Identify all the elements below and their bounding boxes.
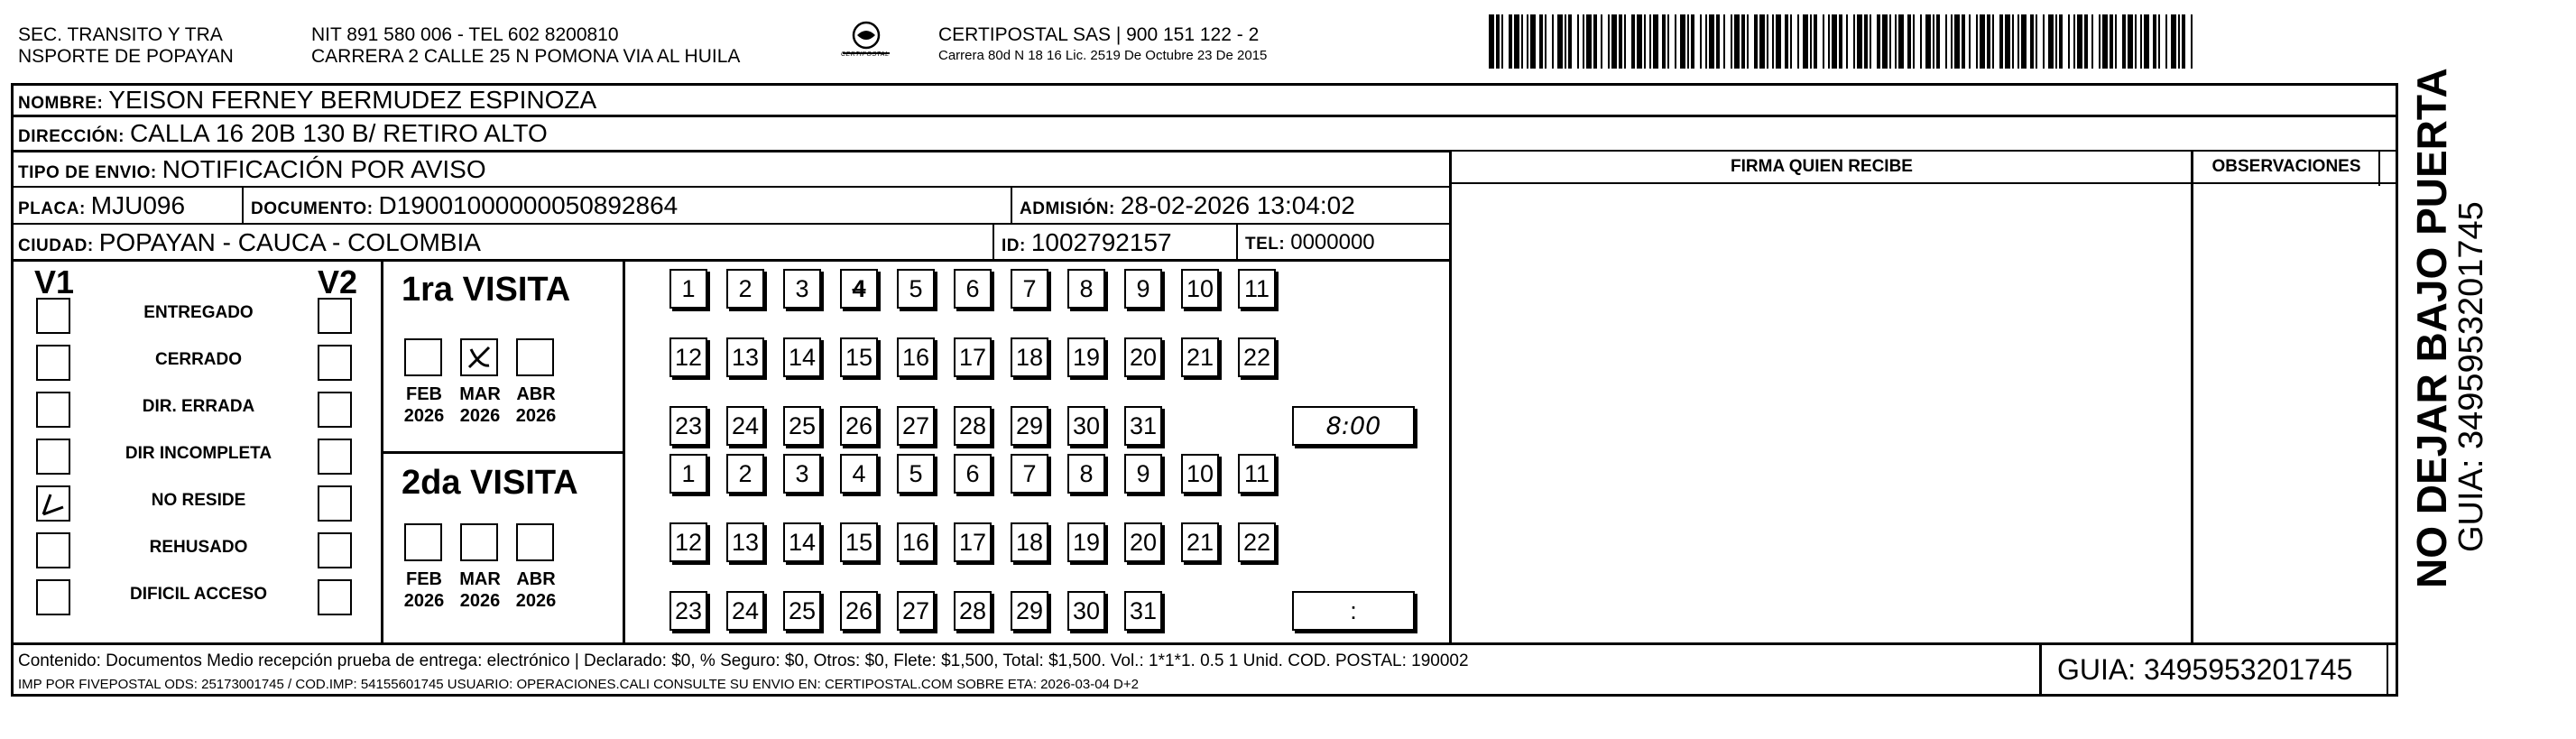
- day-box[interactable]: 18: [1011, 522, 1048, 562]
- status-label: DIR. ERRADA: [142, 397, 255, 416]
- day-number: 4: [852, 275, 866, 302]
- day-box[interactable]: 15: [840, 522, 878, 562]
- day-box[interactable]: 8: [1067, 454, 1105, 494]
- recipient-name: YEISON FERNEY BERMUDEZ ESPINOZA: [108, 86, 597, 114]
- recipient-name-field: [18, 85, 596, 119]
- day-box[interactable]: 30: [1067, 591, 1105, 631]
- day-box[interactable]: 9: [1124, 269, 1162, 309]
- day-box[interactable]: 1: [669, 269, 707, 309]
- month-checkbox[interactable]: [460, 523, 498, 561]
- day-box[interactable]: 20: [1124, 522, 1162, 562]
- plate-label: PLACA:: [18, 199, 86, 218]
- month-label: MAR 2026: [459, 569, 501, 611]
- recipient-address: CALLA 16 20B 130 B/ RETIRO ALTO: [129, 119, 548, 147]
- first-visit-time[interactable]: [1292, 406, 1415, 446]
- second-visit-time[interactable]: [1292, 591, 1415, 631]
- tel-field: [1245, 227, 1375, 260]
- v1-header: V1: [34, 263, 75, 300]
- month-label: MAR 2026: [459, 384, 501, 426]
- day-box[interactable]: 29: [1011, 591, 1048, 631]
- second-visit-time-value: :: [1350, 597, 1357, 624]
- day-box[interactable]: 15: [840, 337, 878, 377]
- day-box[interactable]: [840, 269, 878, 309]
- footer-contents: Contenido: Documentos Medio recepción prueba de entrega: electrónico | Declarado: $0, % Seguro: $0, Otros: $0, Flete: $1,500, Total: $1,500. Vol.: 1*1*1. 0.5 1 Unid. COD. POSTAL: 190002: [18, 651, 1469, 670]
- month-label: ABR 2026: [515, 384, 557, 426]
- day-box[interactable]: 12: [669, 337, 707, 377]
- day-box[interactable]: 24: [726, 406, 764, 446]
- day-box[interactable]: 19: [1067, 522, 1105, 562]
- footer-imp-line: IMP POR FIVEPOSTAL ODS: 25173001745 / COD.IMP: 54155601745 USUARIO: OPERACIONES.CALI CONSULTE SU ENVIO EN: CERTIPOSTAL.COM SOBRE ETA: 2026-03-04 D+2: [18, 677, 1139, 692]
- document-value: D19001000000050892864: [378, 191, 679, 219]
- day-box[interactable]: 9: [1124, 454, 1162, 494]
- day-box[interactable]: 8: [1067, 269, 1105, 309]
- day-box[interactable]: 16: [897, 337, 935, 377]
- v1-checkbox[interactable]: [36, 345, 70, 381]
- city-field: [18, 227, 481, 262]
- first-visit-title: 1ra VISITA: [402, 271, 571, 309]
- v2-checkbox[interactable]: [318, 485, 352, 522]
- day-box[interactable]: 6: [954, 269, 992, 309]
- side-guia: GUIA: 3495953201745: [2452, 201, 2490, 552]
- footer-guia: GUIA: 3495953201745: [2057, 653, 2353, 686]
- sender-nit-line: NIT 891 580 006 - TEL 602 8200810: [311, 24, 619, 45]
- month-checkbox[interactable]: [516, 338, 554, 376]
- document-field: [251, 190, 678, 225]
- signature-area[interactable]: [1454, 186, 2189, 641]
- id-value: 1002792157: [1030, 228, 1172, 256]
- month-label: FEB 2026: [403, 384, 445, 426]
- day-box[interactable]: 20: [1124, 337, 1162, 377]
- status-label: REHUSADO: [149, 538, 248, 557]
- v1-checkbox[interactable]: [36, 439, 70, 475]
- day-box[interactable]: 19: [1067, 337, 1105, 377]
- day-box[interactable]: 31: [1124, 591, 1162, 631]
- day-box[interactable]: 1: [669, 454, 707, 494]
- sender-address-line: CARRERA 2 CALLE 25 N POMONA VIA AL HUILA: [311, 46, 741, 67]
- day-box[interactable]: 12: [669, 522, 707, 562]
- day-box[interactable]: 25: [783, 406, 821, 446]
- observations-column-header: OBSERVACIONES: [2211, 157, 2361, 176]
- recipient-address-label: DIRECCIÓN:: [18, 127, 125, 146]
- day-box[interactable]: 5: [897, 269, 935, 309]
- document-label: DOCUMENTO:: [251, 199, 374, 218]
- v1-checkbox[interactable]: [36, 579, 70, 615]
- day-box[interactable]: 23: [669, 591, 707, 631]
- v1-checkbox[interactable]: [36, 298, 70, 334]
- day-box[interactable]: 10: [1181, 269, 1219, 309]
- day-box[interactable]: 13: [726, 337, 764, 377]
- side-warning: NO DEJAR BAJO PUERTA: [2408, 68, 2455, 588]
- day-box[interactable]: 11: [1238, 454, 1276, 494]
- day-box[interactable]: 2: [726, 269, 764, 309]
- id-field: [1002, 227, 1172, 262]
- courier-license-line: Carrera 80d N 18 16 Lic. 2519 De Octubre 23 De 2015: [938, 48, 1268, 63]
- day-box[interactable]: 29: [1011, 406, 1048, 446]
- plate-value: MJU096: [90, 191, 186, 219]
- status-label: DIFICIL ACCESO: [129, 585, 267, 604]
- day-box[interactable]: 14: [783, 522, 821, 562]
- v2-header: V2: [318, 263, 358, 300]
- day-box[interactable]: 24: [726, 591, 764, 631]
- v2-checkbox[interactable]: [318, 392, 352, 428]
- day-box[interactable]: 2: [726, 454, 764, 494]
- day-box[interactable]: 16: [897, 522, 935, 562]
- v2-checkbox[interactable]: [318, 298, 352, 334]
- second-visit-title: 2da VISITA: [402, 464, 578, 502]
- barcode: [1489, 14, 2197, 69]
- status-label: DIR INCOMPLETA: [125, 444, 272, 463]
- day-box[interactable]: 7: [1011, 269, 1048, 309]
- sender-name-line1: SEC. TRANSITO Y TRA: [18, 24, 223, 45]
- admission-value: 28-02-2026 13:04:02: [1120, 191, 1355, 219]
- observations-area[interactable]: [2194, 186, 2396, 641]
- tel-value: 0000000: [1290, 230, 1375, 254]
- month-checkbox[interactable]: [404, 523, 442, 561]
- tel-label: TEL:: [1245, 235, 1286, 254]
- recipient-name-label: NOMBRE:: [18, 94, 104, 113]
- day-box[interactable]: 13: [726, 522, 764, 562]
- v1-checkbox[interactable]: [36, 532, 70, 568]
- admission-label: ADMISIÓN:: [1020, 199, 1115, 218]
- v2-checkbox[interactable]: [318, 345, 352, 381]
- day-box[interactable]: 10: [1181, 454, 1219, 494]
- shipment-type: NOTIFICACIÓN POR AVISO: [162, 155, 486, 183]
- day-box[interactable]: 17: [954, 337, 992, 377]
- city-label: CIUDAD:: [18, 236, 94, 255]
- status-label: ENTREGADO: [143, 303, 254, 322]
- recipient-address-field: [18, 118, 548, 152]
- plate-field: [18, 190, 185, 225]
- v2-checkbox[interactable]: [318, 439, 352, 475]
- day-box[interactable]: 25: [783, 591, 821, 631]
- day-box[interactable]: 23: [669, 406, 707, 446]
- id-label: ID:: [1002, 236, 1026, 255]
- sender-name-line2: NSPORTE DE POPAYAN: [18, 46, 234, 67]
- day-box[interactable]: 14: [783, 337, 821, 377]
- v1-checkbox[interactable]: [36, 392, 70, 428]
- day-box[interactable]: 22: [1238, 522, 1276, 562]
- v1-checkbox[interactable]: [36, 485, 70, 522]
- day-box[interactable]: 17: [954, 522, 992, 562]
- month-checkbox[interactable]: [460, 338, 498, 376]
- city-value: POPAYAN - CAUCA - COLOMBIA: [98, 228, 481, 256]
- status-label: CERRADO: [154, 350, 243, 369]
- day-box[interactable]: 4: [840, 454, 878, 494]
- courier-logo-text: CERTIPOSTAL: [841, 51, 890, 58]
- shipment-type-label: TIPO DE ENVIO:: [18, 163, 157, 182]
- day-box[interactable]: 28: [954, 406, 992, 446]
- month-label: FEB 2026: [403, 569, 445, 611]
- courier-name-line: CERTIPOSTAL SAS | 900 151 122 - 2: [938, 24, 1260, 45]
- day-box[interactable]: 21: [1181, 337, 1219, 377]
- day-box[interactable]: 7: [1011, 454, 1048, 494]
- month-checkbox[interactable]: [404, 338, 442, 376]
- day-box[interactable]: 22: [1238, 337, 1276, 377]
- v2-checkbox[interactable]: [318, 532, 352, 568]
- shipment-type-field: [18, 154, 486, 189]
- status-label: NO RESIDE: [151, 491, 246, 510]
- admission-field: [1020, 190, 1355, 225]
- v2-checkbox[interactable]: [318, 579, 352, 615]
- day-box[interactable]: 31: [1124, 406, 1162, 446]
- day-box[interactable]: 27: [897, 406, 935, 446]
- day-box[interactable]: 11: [1238, 269, 1276, 309]
- first-visit-time-value: 8:00: [1325, 412, 1381, 440]
- day-box[interactable]: 18: [1011, 337, 1048, 377]
- day-box[interactable]: 3: [783, 454, 821, 494]
- month-checkbox[interactable]: [516, 523, 554, 561]
- day-box[interactable]: 30: [1067, 406, 1105, 446]
- day-box[interactable]: 27: [897, 591, 935, 631]
- day-box[interactable]: 28: [954, 591, 992, 631]
- courier-logo: [839, 20, 893, 61]
- day-box[interactable]: 21: [1181, 522, 1219, 562]
- day-box[interactable]: 26: [840, 591, 878, 631]
- signature-column-header: FIRMA QUIEN RECIBE: [1731, 157, 1913, 176]
- day-box[interactable]: 3: [783, 269, 821, 309]
- day-box[interactable]: 26: [840, 406, 878, 446]
- day-box[interactable]: 5: [897, 454, 935, 494]
- day-box[interactable]: 6: [954, 454, 992, 494]
- month-label: ABR 2026: [515, 569, 557, 611]
